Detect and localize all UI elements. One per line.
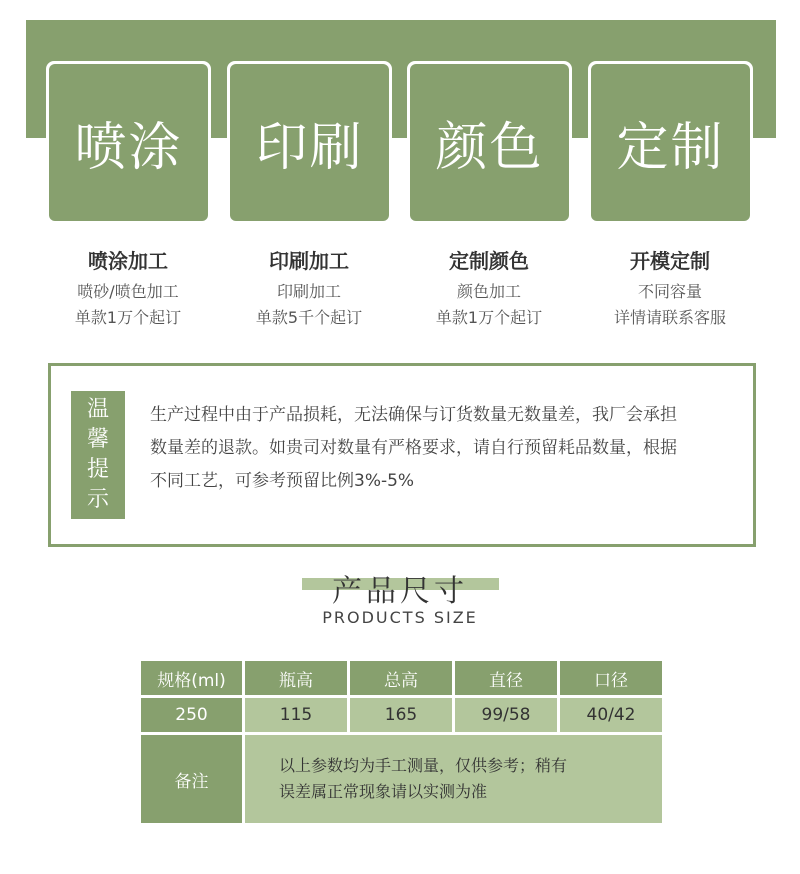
- service-color: [404, 247, 574, 331]
- service-title: 印刷加工: [269, 249, 349, 273]
- table-row: [140, 697, 664, 734]
- tile-custom: [588, 61, 753, 224]
- notice-box: [48, 363, 756, 547]
- size-table: [138, 658, 665, 826]
- table-cell: 165: [349, 697, 454, 734]
- service-spray: [43, 247, 213, 331]
- tile-print: [227, 61, 392, 224]
- header-cell: 直径: [454, 660, 559, 697]
- note-label: 备注: [140, 734, 244, 825]
- table-cell: 40/42: [559, 697, 664, 734]
- header-cell: 瓶高: [244, 660, 349, 697]
- tile-label: 印刷: [255, 118, 364, 178]
- service-title: 喷涂加工: [88, 249, 168, 273]
- header-cell: 规格(ml): [140, 660, 244, 697]
- tile-color: [407, 61, 572, 224]
- service-custom: [585, 247, 755, 331]
- service-detail: 颜色加工: [456, 282, 521, 301]
- section-title: 产品尺寸: [332, 574, 468, 609]
- service-detail: 喷砂/喷色加工: [77, 282, 179, 301]
- service-moq: 单款5千个起订: [255, 308, 363, 327]
- notice-text: 生产过程中由于产品损耗，无法确保与订货数量无数量差，我厂会承担 数量差的退款。如贵司对数量有严格要求，请自行预留耗品数量，根据 不同工艺，可参考预留比例3%-5%: [150, 405, 677, 491]
- table-cell: 115: [244, 697, 349, 734]
- tile-label: 颜色: [435, 118, 544, 178]
- service-moq: 单款1万个起订: [74, 308, 182, 327]
- service-title: 定制颜色: [449, 249, 529, 273]
- table-cell: 250: [140, 697, 244, 734]
- table-header-row: [140, 660, 664, 697]
- service-title: 开模定制: [630, 249, 710, 273]
- service-moq: 单款1万个起订: [435, 308, 543, 327]
- tile-spray: [46, 61, 211, 224]
- service-moq: 详情请联系客服: [613, 308, 726, 327]
- note-text: 以上参数均为手工测量，仅供参考；稍有 误差属正常现象请以实测为准: [244, 734, 664, 825]
- tile-label: 定制: [616, 118, 725, 178]
- header-cell: 口径: [559, 660, 664, 697]
- service-detail: 印刷加工: [276, 282, 341, 301]
- section-subtitle: PRODUCTS SIZE: [322, 608, 478, 627]
- tile-label: 喷涂: [74, 118, 183, 178]
- service-print: [224, 247, 394, 331]
- notice-label: 温 馨 提 示: [71, 391, 125, 519]
- table-cell: 99/58: [454, 697, 559, 734]
- table-note-row: [140, 734, 664, 825]
- service-detail: 不同容量: [637, 282, 702, 301]
- header-cell: 总高: [349, 660, 454, 697]
